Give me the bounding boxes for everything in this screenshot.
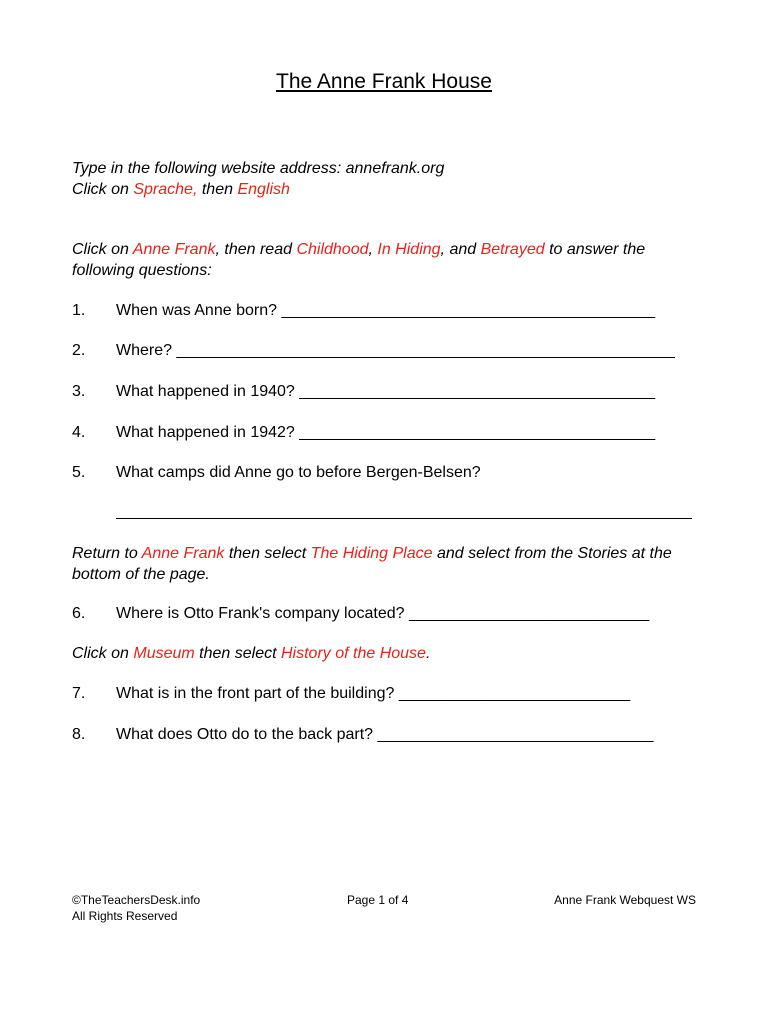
instruction-text: , — [368, 241, 378, 258]
instruction-text: and select from the Stories at the bottom of the page. — [72, 545, 672, 583]
intro-line-2 — [72, 179, 702, 200]
link-history-of-house: History of the House — [281, 645, 426, 662]
footer-doc-name: Anne Frank Webquest WS — [554, 893, 696, 907]
instruction-1 — [72, 239, 702, 281]
link-anne-frank: Anne Frank — [141, 545, 225, 562]
intro-instructions — [72, 158, 702, 200]
instruction-text: Click on — [72, 645, 134, 662]
question-text: Where? ________________________________________________________ — [116, 342, 675, 359]
question-number: 1. — [72, 302, 86, 319]
question-number: 5. — [72, 464, 86, 481]
question-number: 6. — [72, 605, 86, 622]
intro-text: Click on — [72, 181, 134, 198]
link-in-hiding: In Hiding — [377, 241, 441, 258]
question-text: What happened in 1942? ________________________________________ — [116, 424, 656, 441]
instruction-2 — [72, 543, 702, 585]
instruction-text: , and — [440, 241, 481, 258]
footer-page-number: Page 1 of 4 — [347, 893, 409, 907]
answer-line-5 — [116, 518, 692, 519]
question-number: 3. — [72, 383, 86, 400]
instruction-text: Return to — [72, 545, 142, 562]
rights-text: All Rights Reserved — [72, 909, 178, 923]
page-title: The Anne Frank House — [276, 70, 492, 93]
link-museum: Museum — [133, 645, 195, 662]
question-text: Where is Otto Frank's company located? ___________________________ — [116, 605, 650, 622]
question-number: 8. — [72, 726, 86, 743]
instruction-3 — [72, 643, 702, 664]
instruction-text: . — [425, 645, 431, 662]
link-anne-frank: Anne Frank — [132, 241, 216, 258]
link-childhood: Childhood — [296, 241, 369, 258]
question-text: What camps did Anne go to before Bergen-Belsen? — [116, 464, 481, 481]
intro-line-1: Type in the following website address: annefrank.org — [72, 160, 445, 177]
link-hiding-place: The Hiding Place — [310, 545, 433, 562]
link-betrayed: Betrayed — [480, 241, 545, 258]
question-text: What is in the front part of the building? __________________________ — [116, 685, 631, 702]
instruction-text: to answer the following questions: — [72, 241, 646, 279]
question-text: What happened in 1940? ________________________________________ — [116, 383, 656, 400]
question-number: 4. — [72, 424, 86, 441]
instruction-text: Click on — [72, 241, 133, 258]
instruction-text: then select — [194, 645, 281, 662]
link-sprache: Sprache, — [133, 181, 198, 198]
intro-text: then — [197, 181, 238, 198]
footer-copyright — [72, 892, 200, 924]
question-text: What does Otto do to the back part? _______________________________ — [116, 726, 654, 743]
link-english: English — [237, 181, 290, 198]
question-number: 2. — [72, 342, 86, 359]
question-text: When was Anne born? __________________________________________ — [116, 302, 656, 319]
question-number: 7. — [72, 685, 86, 702]
instruction-text: , then read — [215, 241, 297, 258]
copyright-text: ©TheTeachersDesk.info — [72, 893, 201, 907]
instruction-text: then select — [224, 545, 311, 562]
